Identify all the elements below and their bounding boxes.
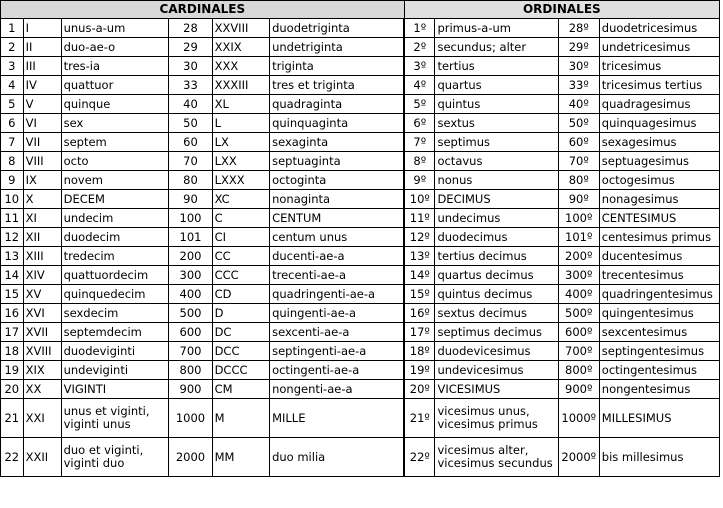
number-cell: 100 <box>169 209 212 228</box>
ordinal-cell: quingentesimus <box>599 304 719 323</box>
roman-numeral-cell: LXXX <box>212 171 270 190</box>
ordinal-number-cell: 33º <box>558 76 599 95</box>
number-cell: 14 <box>1 266 24 285</box>
roman-numeral-cell: II <box>23 38 61 57</box>
cardinal-cell: octoginta <box>270 171 405 190</box>
ordinal-number-cell: 30º <box>558 57 599 76</box>
ordinal-cell: centesimus primus <box>599 228 719 247</box>
ordinal-number-cell: 7º <box>404 133 435 152</box>
number-cell: 2 <box>1 38 24 57</box>
roman-numeral-cell: V <box>23 95 61 114</box>
ordinal-number-cell: 17º <box>404 323 435 342</box>
ordinal-number-cell: 101º <box>558 228 599 247</box>
number-cell: 7 <box>1 133 24 152</box>
ordinal-number-cell: 700º <box>558 342 599 361</box>
cardinal-cell: quadraginta <box>270 95 405 114</box>
number-cell: 300 <box>169 266 212 285</box>
ordinal-number-cell: 22º <box>404 438 435 477</box>
roman-numeral-cell: CI <box>212 228 270 247</box>
header-row <box>1 1 720 19</box>
ordinal-number-cell: 60º <box>558 133 599 152</box>
ordinal-number-cell: 100º <box>558 209 599 228</box>
ordinal-cell: VICESIMUS <box>435 380 558 399</box>
number-cell: 11 <box>1 209 24 228</box>
table-row <box>1 114 720 133</box>
roman-numeral-cell: XXII <box>23 438 61 477</box>
number-cell: 10 <box>1 190 24 209</box>
ordinal-cell: tricesimus tertius <box>599 76 719 95</box>
ordinal-number-cell: 15º <box>404 285 435 304</box>
ordinal-cell: octogesimus <box>599 171 719 190</box>
number-cell: 28 <box>169 19 212 38</box>
table-row <box>1 438 720 477</box>
roman-numeral-cell: CM <box>212 380 270 399</box>
table-row <box>1 361 720 380</box>
table-row <box>1 76 720 95</box>
number-cell: 70 <box>169 152 212 171</box>
ordinal-number-cell: 3º <box>404 57 435 76</box>
number-cell: 200 <box>169 247 212 266</box>
roman-numeral-cell: XIX <box>23 361 61 380</box>
cardinal-cell: sexdecim <box>61 304 169 323</box>
cardinal-cell: sex <box>61 114 169 133</box>
ordinal-cell: tertius <box>435 57 558 76</box>
number-cell: 9 <box>1 171 24 190</box>
ordinal-cell: trecentesimus <box>599 266 719 285</box>
cardinal-cell: quadringenti-ae-a <box>270 285 405 304</box>
roman-numeral-cell: IX <box>23 171 61 190</box>
roman-numeral-cell: XL <box>212 95 270 114</box>
cardinal-cell: nongenti-ae-a <box>270 380 405 399</box>
ordinal-cell: tricesimus <box>599 57 719 76</box>
cardinal-cell: MILLE <box>270 399 405 438</box>
cardinal-cell: quinquaginta <box>270 114 405 133</box>
ordinal-cell: duodevicesimus <box>435 342 558 361</box>
number-cell: 1 <box>1 19 24 38</box>
number-cell: 21 <box>1 399 24 438</box>
roman-numeral-cell: VIII <box>23 152 61 171</box>
roman-numeral-cell: CD <box>212 285 270 304</box>
table-row <box>1 171 720 190</box>
ordinal-number-cell: 21º <box>404 399 435 438</box>
cardinal-cell: trecenti-ae-a <box>270 266 405 285</box>
number-cell: 20 <box>1 380 24 399</box>
table-row <box>1 38 720 57</box>
ordinal-cell: septimus decimus <box>435 323 558 342</box>
ordinal-cell: undecimus <box>435 209 558 228</box>
ordinal-number-cell: 10º <box>404 190 435 209</box>
ordinal-number-cell: 28º <box>558 19 599 38</box>
ordinal-number-cell: 14º <box>404 266 435 285</box>
roman-numeral-cell: VI <box>23 114 61 133</box>
ordinal-cell: ducentesimus <box>599 247 719 266</box>
number-cell: 8 <box>1 152 24 171</box>
ordinal-cell: septuagesimus <box>599 152 719 171</box>
roman-numeral-cell: XXVIII <box>212 19 270 38</box>
number-cell: 18 <box>1 342 24 361</box>
ordinal-number-cell: 18º <box>404 342 435 361</box>
number-cell: 33 <box>169 76 212 95</box>
roman-numeral-cell: XXXIII <box>212 76 270 95</box>
cardinal-cell: septingenti-ae-a <box>270 342 405 361</box>
table-row <box>1 228 720 247</box>
ordinal-number-cell: 90º <box>558 190 599 209</box>
cardinal-cell: centum unus <box>270 228 405 247</box>
ordinal-number-cell: 13º <box>404 247 435 266</box>
ordinales-header: ORDINALES <box>404 1 719 19</box>
cardinal-cell: quattuor <box>61 76 169 95</box>
roman-numeral-cell: III <box>23 57 61 76</box>
cardinal-cell: undetriginta <box>270 38 405 57</box>
ordinal-number-cell: 70º <box>558 152 599 171</box>
cardinal-cell: duo et viginti, viginti duo <box>61 438 169 477</box>
number-cell: 3 <box>1 57 24 76</box>
roman-numeral-cell: XXX <box>212 57 270 76</box>
roman-numeral-cell: X <box>23 190 61 209</box>
number-cell: 15 <box>1 285 24 304</box>
roman-numeral-cell: XI <box>23 209 61 228</box>
cardinal-cell: sexcenti-ae-a <box>270 323 405 342</box>
ordinal-cell: MILLESIMUS <box>599 399 719 438</box>
roman-numeral-cell: MM <box>212 438 270 477</box>
number-cell: 6 <box>1 114 24 133</box>
roman-numeral-cell: XVIII <box>23 342 61 361</box>
number-cell: 60 <box>169 133 212 152</box>
ordinal-number-cell: 300º <box>558 266 599 285</box>
number-cell: 4 <box>1 76 24 95</box>
roman-numeral-cell: XXIX <box>212 38 270 57</box>
number-cell: 800 <box>169 361 212 380</box>
roman-numeral-cell: XII <box>23 228 61 247</box>
number-cell: 400 <box>169 285 212 304</box>
cardinal-cell: tredecim <box>61 247 169 266</box>
ordinal-number-cell: 400º <box>558 285 599 304</box>
number-cell: 40 <box>169 95 212 114</box>
cardinal-cell: undecim <box>61 209 169 228</box>
table-row <box>1 95 720 114</box>
ordinal-cell: septingentesimus <box>599 342 719 361</box>
cardinal-cell: tres-ia <box>61 57 169 76</box>
ordinal-number-cell: 19º <box>404 361 435 380</box>
roman-numeral-cell: XC <box>212 190 270 209</box>
cardinal-cell: duo milia <box>270 438 405 477</box>
cardinal-cell: undeviginti <box>61 361 169 380</box>
ordinal-cell: undevicesimus <box>435 361 558 380</box>
roman-numeral-cell: IV <box>23 76 61 95</box>
cardinal-cell: septuaginta <box>270 152 405 171</box>
roman-numeral-cell: XIV <box>23 266 61 285</box>
ordinal-cell: vicesimus alter, vicesimus secundus <box>435 438 558 477</box>
ordinal-number-cell: 20º <box>404 380 435 399</box>
ordinal-cell: quartus decimus <box>435 266 558 285</box>
ordinal-number-cell: 1000º <box>558 399 599 438</box>
roman-numeral-cell: DCCC <box>212 361 270 380</box>
ordinal-cell: vicesimus unus, vicesimus primus <box>435 399 558 438</box>
number-cell: 30 <box>169 57 212 76</box>
table-row <box>1 323 720 342</box>
ordinal-cell: octavus <box>435 152 558 171</box>
cardinal-cell: nonaginta <box>270 190 405 209</box>
roman-numeral-cell: M <box>212 399 270 438</box>
ordinal-number-cell: 16º <box>404 304 435 323</box>
number-cell: 16 <box>1 304 24 323</box>
table-row <box>1 380 720 399</box>
roman-numeral-cell: DC <box>212 323 270 342</box>
ordinal-number-cell: 80º <box>558 171 599 190</box>
roman-numeral-cell: VII <box>23 133 61 152</box>
table-body <box>1 19 720 477</box>
roman-numeral-cell: LXX <box>212 152 270 171</box>
table-row <box>1 133 720 152</box>
roman-numeral-cell: XVI <box>23 304 61 323</box>
roman-numeral-cell: D <box>212 304 270 323</box>
ordinal-number-cell: 8º <box>404 152 435 171</box>
number-cell: 29 <box>169 38 212 57</box>
number-cell: 600 <box>169 323 212 342</box>
ordinal-number-cell: 29º <box>558 38 599 57</box>
number-cell: 1000 <box>169 399 212 438</box>
roman-numeral-cell: CC <box>212 247 270 266</box>
roman-numeral-cell: DCC <box>212 342 270 361</box>
ordinal-number-cell: 2000º <box>558 438 599 477</box>
ordinal-number-cell: 2º <box>404 38 435 57</box>
roman-numeral-cell: XVII <box>23 323 61 342</box>
cardinal-cell: triginta <box>270 57 405 76</box>
ordinal-cell: sextus <box>435 114 558 133</box>
cardinal-cell: sexaginta <box>270 133 405 152</box>
ordinal-number-cell: 500º <box>558 304 599 323</box>
ordinal-number-cell: 40º <box>558 95 599 114</box>
ordinal-cell: octingentesimus <box>599 361 719 380</box>
ordinal-cell: quintus decimus <box>435 285 558 304</box>
ordinal-cell: quintus <box>435 95 558 114</box>
table-row <box>1 57 720 76</box>
ordinal-cell: secundus; alter <box>435 38 558 57</box>
roman-numeral-cell: XV <box>23 285 61 304</box>
cardinal-cell: quinque <box>61 95 169 114</box>
ordinal-number-cell: 1º <box>404 19 435 38</box>
ordinal-number-cell: 900º <box>558 380 599 399</box>
ordinal-cell: quadringentesimus <box>599 285 719 304</box>
ordinal-cell: CENTESIMUS <box>599 209 719 228</box>
ordinal-cell: bis millesimus <box>599 438 719 477</box>
roman-numeral-cell: XIII <box>23 247 61 266</box>
ordinal-cell: sextus decimus <box>435 304 558 323</box>
ordinal-number-cell: 9º <box>404 171 435 190</box>
ordinal-cell: duodecimus <box>435 228 558 247</box>
roman-numeral-cell: C <box>212 209 270 228</box>
ordinal-cell: primus-a-um <box>435 19 558 38</box>
cardinal-cell: septemdecim <box>61 323 169 342</box>
ordinal-number-cell: 6º <box>404 114 435 133</box>
number-cell: 900 <box>169 380 212 399</box>
table-row <box>1 19 720 38</box>
ordinal-cell: quinquagesimus <box>599 114 719 133</box>
cardinal-cell: CENTUM <box>270 209 405 228</box>
roman-numeral-cell: CCC <box>212 266 270 285</box>
ordinal-cell: quadragesimus <box>599 95 719 114</box>
cardinal-cell: unus et viginti, viginti unus <box>61 399 169 438</box>
ordinal-cell: sexagesimus <box>599 133 719 152</box>
ordinal-number-cell: 200º <box>558 247 599 266</box>
cardinal-cell: duo-ae-o <box>61 38 169 57</box>
table-row <box>1 152 720 171</box>
ordinal-number-cell: 5º <box>404 95 435 114</box>
number-cell: 13 <box>1 247 24 266</box>
ordinal-cell: undetricesimus <box>599 38 719 57</box>
cardinal-cell: tres et triginta <box>270 76 405 95</box>
number-cell: 19 <box>1 361 24 380</box>
ordinal-number-cell: 50º <box>558 114 599 133</box>
number-cell: 500 <box>169 304 212 323</box>
number-cell: 101 <box>169 228 212 247</box>
roman-numeral-cell: I <box>23 19 61 38</box>
number-cell: 2000 <box>169 438 212 477</box>
table-row <box>1 190 720 209</box>
cardinal-cell: septem <box>61 133 169 152</box>
ordinal-cell: quartus <box>435 76 558 95</box>
cardinal-cell: duodetriginta <box>270 19 405 38</box>
cardinal-cell: quattuordecim <box>61 266 169 285</box>
cardinal-cell: ducenti-ae-a <box>270 247 405 266</box>
number-cell: 5 <box>1 95 24 114</box>
ordinal-cell: nonagesimus <box>599 190 719 209</box>
cardinal-cell: unus-a-um <box>61 19 169 38</box>
cardinal-cell: quingenti-ae-a <box>270 304 405 323</box>
ordinal-number-cell: 12º <box>404 228 435 247</box>
table-row <box>1 342 720 361</box>
ordinal-number-cell: 11º <box>404 209 435 228</box>
ordinal-number-cell: 600º <box>558 323 599 342</box>
cardinal-cell: DECEM <box>61 190 169 209</box>
ordinal-cell: tertius decimus <box>435 247 558 266</box>
cardinal-cell: duodecim <box>61 228 169 247</box>
ordinal-cell: sexcentesimus <box>599 323 719 342</box>
number-cell: 700 <box>169 342 212 361</box>
cardinal-cell: octingenti-ae-a <box>270 361 405 380</box>
number-cell: 80 <box>169 171 212 190</box>
cardinal-cell: quinquedecim <box>61 285 169 304</box>
roman-numeral-cell: LX <box>212 133 270 152</box>
number-cell: 50 <box>169 114 212 133</box>
cardinales-header: CARDINALES <box>1 1 405 19</box>
roman-numeral-cell: XXI <box>23 399 61 438</box>
cardinal-cell: octo <box>61 152 169 171</box>
table-row <box>1 304 720 323</box>
cardinal-cell: duodeviginti <box>61 342 169 361</box>
ordinal-cell: nongentesimus <box>599 380 719 399</box>
roman-numeral-cell: L <box>212 114 270 133</box>
table-row <box>1 247 720 266</box>
cardinal-cell: VIGINTI <box>61 380 169 399</box>
ordinal-number-cell: 800º <box>558 361 599 380</box>
ordinal-number-cell: 4º <box>404 76 435 95</box>
ordinal-cell: DECIMUS <box>435 190 558 209</box>
cardinal-cell: novem <box>61 171 169 190</box>
table-row <box>1 209 720 228</box>
number-cell: 90 <box>169 190 212 209</box>
number-cell: 17 <box>1 323 24 342</box>
number-cell: 12 <box>1 228 24 247</box>
table-row <box>1 285 720 304</box>
roman-numeral-cell: XX <box>23 380 61 399</box>
ordinal-cell: nonus <box>435 171 558 190</box>
number-cell: 22 <box>1 438 24 477</box>
table-row <box>1 399 720 438</box>
table-row <box>1 266 720 285</box>
ordinal-cell: septimus <box>435 133 558 152</box>
ordinal-cell: duodetricesimus <box>599 19 719 38</box>
